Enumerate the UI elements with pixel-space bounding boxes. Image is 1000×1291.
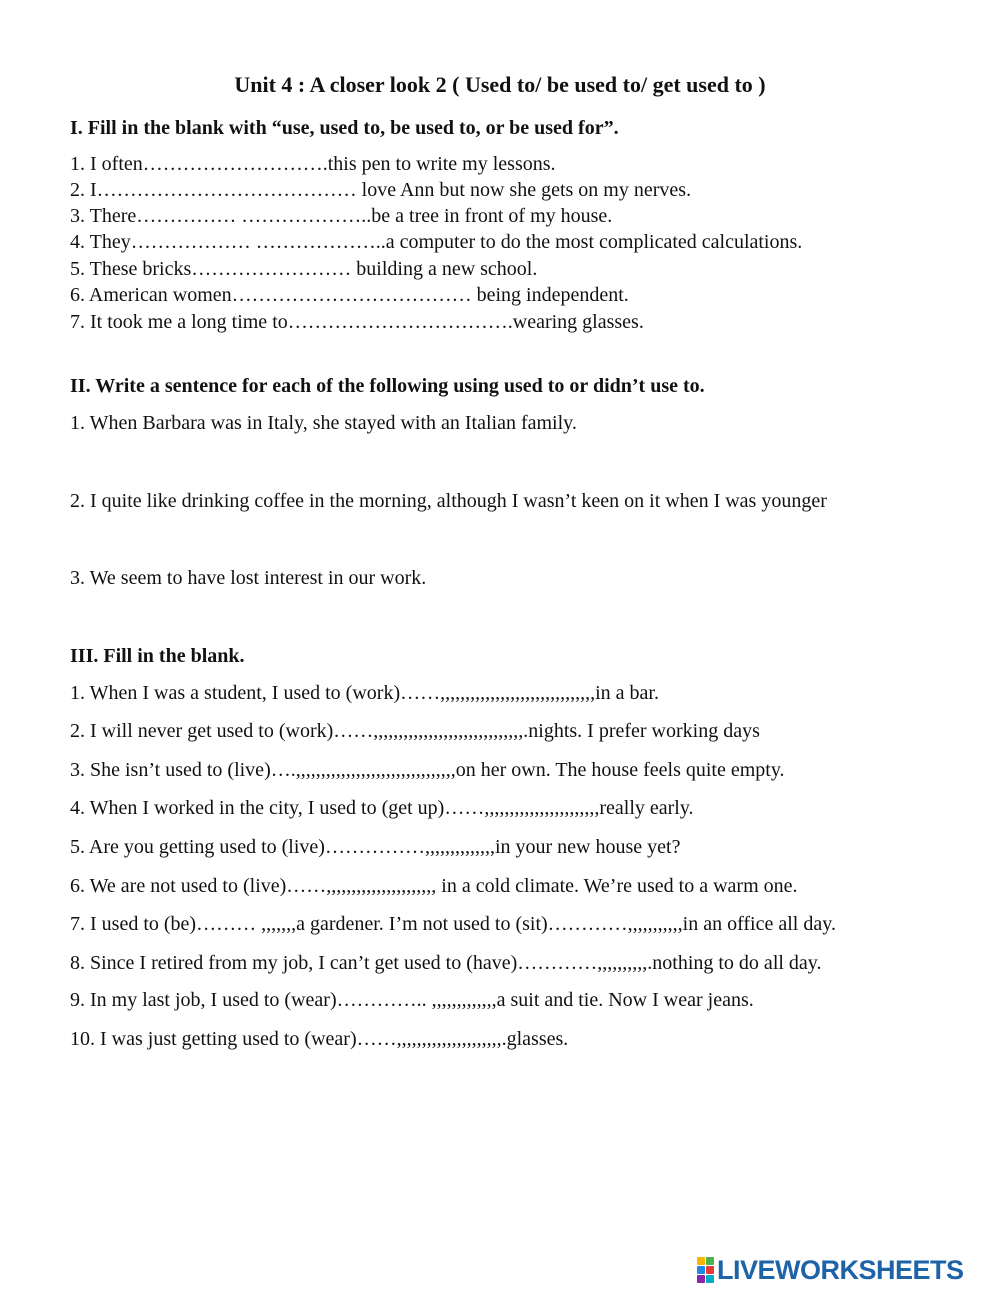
page-title: Unit 4 : A closer look 2 ( Used to/ be used to/ get used to )	[234, 72, 766, 97]
section-1-item: 6. American women……………………………… being independent.	[70, 284, 629, 306]
section-1-item: 7. It took me a long time to…………………………….wearing glasses.	[70, 311, 644, 333]
section-3-item: 9. In my last job, I used to (wear)………….. ,,,,,,,,,,,,,a suit and tie. Now I wear jeans.	[70, 989, 754, 1011]
section-2-item: 1. When Barbara was in Italy, she stayed with an Italian family.	[70, 412, 577, 434]
section-1-heading: I. Fill in the blank with “use, used to, be used to, or be used for”.	[70, 117, 619, 139]
section-3-item: 7. I used to (be)……… ,,,,,,,a gardener. I’m not used to (sit)…………,,,,,,,,,,,in an office all day.	[70, 913, 836, 935]
section-3-item: 6. We are not used to (live)……,,,,,,,,,,,,,,,,,,,,,, in a cold climate. We’re used to a warm one.	[70, 875, 798, 897]
section-1-item: 5. These bricks…………………… building a new school.	[70, 258, 538, 280]
section-1-item: 2. I………………………………… love Ann but now she gets on my nerves.	[70, 179, 692, 201]
logo-text: LIVEWORKSHEETS	[717, 1255, 964, 1285]
section-3-item: 2. I will never get used to (work)……,,,,,,,,,,,,,,,,,,,,,,,,,,,,,,.nights. I prefer working days	[70, 720, 760, 742]
section-3-item: 1. When I was a student, I used to (work)……,,,,,,,,,,,,,,,,,,,,,,,,,,,,,,,in a bar.	[70, 682, 659, 704]
section-1-item: 4. They……………… ………………..a computer to do the most complicated calculations.	[70, 231, 803, 253]
section-3-item: 10. I was just getting used to (wear)……,,,,,,,,,,,,,,,,,,,,,.glasses.	[70, 1028, 569, 1050]
section-3-item: 5. Are you getting used to (live)……………,,,,,,,,,,,,,,in your new house yet?	[70, 836, 681, 858]
logo-blocks-icon	[697, 1257, 714, 1283]
section-3-item: 4. When I worked in the city, I used to (get up)……,,,,,,,,,,,,,,,,,,,,,,,really early.	[70, 797, 694, 819]
section-2-heading: II. Write a sentence for each of the following using used to or didn’t use to.	[70, 375, 705, 397]
liveworksheets-logo	[697, 1256, 964, 1284]
section-2-item: 3. We seem to have lost interest in our work.	[70, 567, 427, 589]
section-2-item: 2. I quite like drinking coffee in the morning, although I wasn’t keen on it when I was younger	[70, 490, 827, 512]
section-3-item: 3. She isn’t used to (live)….,,,,,,,,,,,,,,,,,,,,,,,,,,,,,,,,on her own. The house feels quite empty.	[70, 759, 785, 781]
section-1-item: 3. There…………… ………………..be a tree in front of my house.	[70, 205, 613, 227]
section-1-item: 1. I often……………………….this pen to write my lessons.	[70, 153, 556, 175]
section-3-item: 8. Since I retired from my job, I can’t get used to (have)…………,,,,,,,,,,.nothing to do all day.	[70, 952, 822, 974]
section-3-heading: III. Fill in the blank.	[70, 645, 245, 667]
